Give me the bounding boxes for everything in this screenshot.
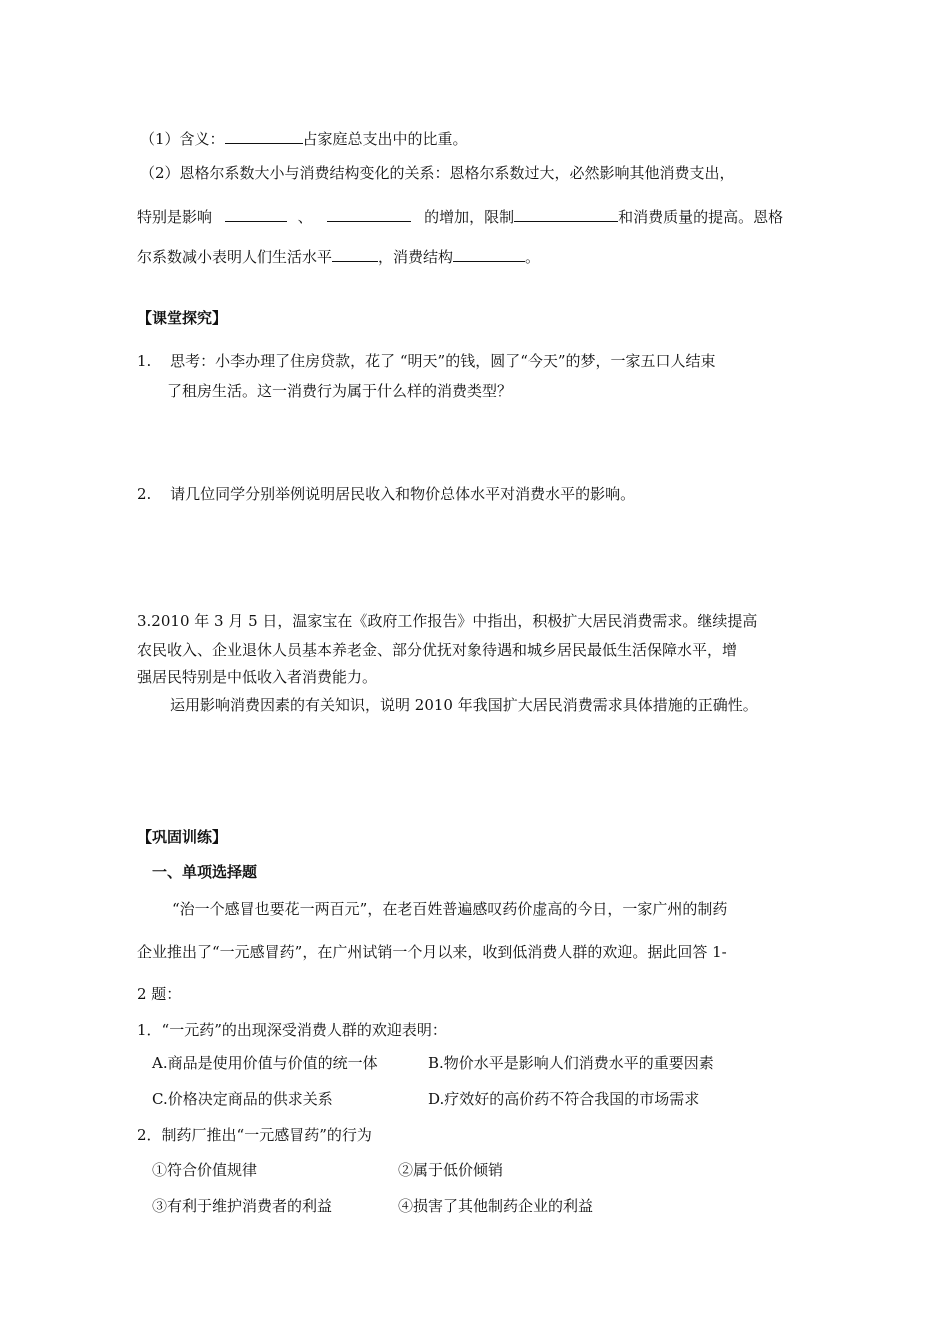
- item2-line2-d: 和消费质量的提高。恩格: [618, 208, 784, 226]
- item1-line: [140, 128, 468, 149]
- explore-heading: 【课堂探究】: [137, 309, 228, 327]
- item2-line3-c: 。: [525, 248, 541, 266]
- item1-suffix: 占家庭总支出中的比重。: [302, 130, 468, 148]
- practice-q1-option-c[interactable]: C.价格决定商品的供求关系: [152, 1090, 333, 1108]
- explore-q2-number: 2.: [137, 485, 152, 503]
- item2-line3-a: 尔系数减小表明人们生活水平: [137, 248, 333, 266]
- explore-q1-text: 思考：小李办理了住房贷款，花了 “明天”的钱，圆了“今天”的梦，一家五口人结束: [170, 352, 716, 370]
- practice-q1-option-d[interactable]: D.疗效好的高价药不符合我国的市场需求: [428, 1090, 700, 1108]
- practice-q2-option-4[interactable]: ④损害了其他制药企业的利益: [398, 1197, 594, 1215]
- item2-line1: （2）恩格尔系数大小与消费结构变化的关系：恩格尔系数过大，必然影响其他消费支出，: [140, 164, 735, 182]
- passage-line2: 企业推出了“一元感冒药”，在广州试销一个月以来，收到低消费人群的欢迎。据此回答 1-: [137, 943, 727, 961]
- blank-2[interactable]: [225, 206, 287, 222]
- item2-line3-b: ，消费结构: [378, 248, 454, 266]
- practice-q2-option-3[interactable]: ③有利于维护消费者的利益: [152, 1197, 333, 1215]
- blank-3[interactable]: [327, 206, 411, 222]
- explore-q2: [137, 484, 635, 504]
- blank-5[interactable]: [332, 246, 378, 262]
- item2-line2-a: 特别是影响: [137, 208, 213, 226]
- item2-line3: [137, 246, 540, 267]
- blank-1[interactable]: [225, 128, 303, 144]
- explore-q1-line1: [137, 351, 716, 371]
- practice-q2-option-2[interactable]: ②属于低价倾销: [398, 1161, 504, 1179]
- explore-q3-line3: 强居民特别是中低收入者消费能力。: [137, 668, 378, 686]
- explore-q3-line1: 3.2010 年 3 月 5 日，温家宝在《政府工作报告》中指出，积极扩大居民消费需求。继续提高: [137, 612, 758, 630]
- practice-q2-option-1[interactable]: ①符合价值规律: [152, 1161, 258, 1179]
- explore-q1-number: 1.: [137, 352, 152, 370]
- item1-prefix: （1）含义：: [140, 130, 225, 148]
- blank-4[interactable]: [514, 206, 618, 222]
- practice-q1-option-a[interactable]: A.商品是使用价值与价值的统一体: [152, 1054, 378, 1072]
- explore-q2-text: 请几位同学分别举例说明居民收入和物价总体水平对消费水平的影响。: [170, 485, 636, 503]
- item2-line2-b: 、: [297, 208, 313, 226]
- explore-q3-line4: 运用影响消费因素的有关知识，说明 2010 年我国扩大居民消费需求具体措施的正确性。: [170, 696, 758, 714]
- practice-q1-option-b[interactable]: B.物价水平是影响人们消费水平的重要因素: [428, 1054, 714, 1072]
- practice-heading: 【巩固训练】: [137, 828, 228, 846]
- blank-6[interactable]: [453, 246, 525, 262]
- practice-subheading: 一、单项选择题: [152, 863, 258, 881]
- explore-q3-line2: 农民收入、企业退休人员基本养老金、部分优抚对象待遇和城乡居民最低生活保障水平，增: [137, 641, 738, 659]
- explore-q1-line2: 了租房生活。这一消费行为属于什么样的消费类型？: [167, 382, 513, 400]
- passage-line3: 2 题：: [137, 985, 182, 1003]
- item2-line2-c: 的增加，限制: [424, 208, 515, 226]
- item2-line2: [137, 206, 783, 227]
- practice-q2-stem: 2．制药厂推出“一元感冒药”的行为: [137, 1126, 372, 1144]
- passage-line1: “治一个感冒也要花一两百元”，在老百姓普遍感叹药价虚高的今日，一家广州的制药: [172, 900, 728, 918]
- practice-q1-stem: 1．“一元药”的出现深受消费人群的欢迎表明：: [137, 1021, 447, 1039]
